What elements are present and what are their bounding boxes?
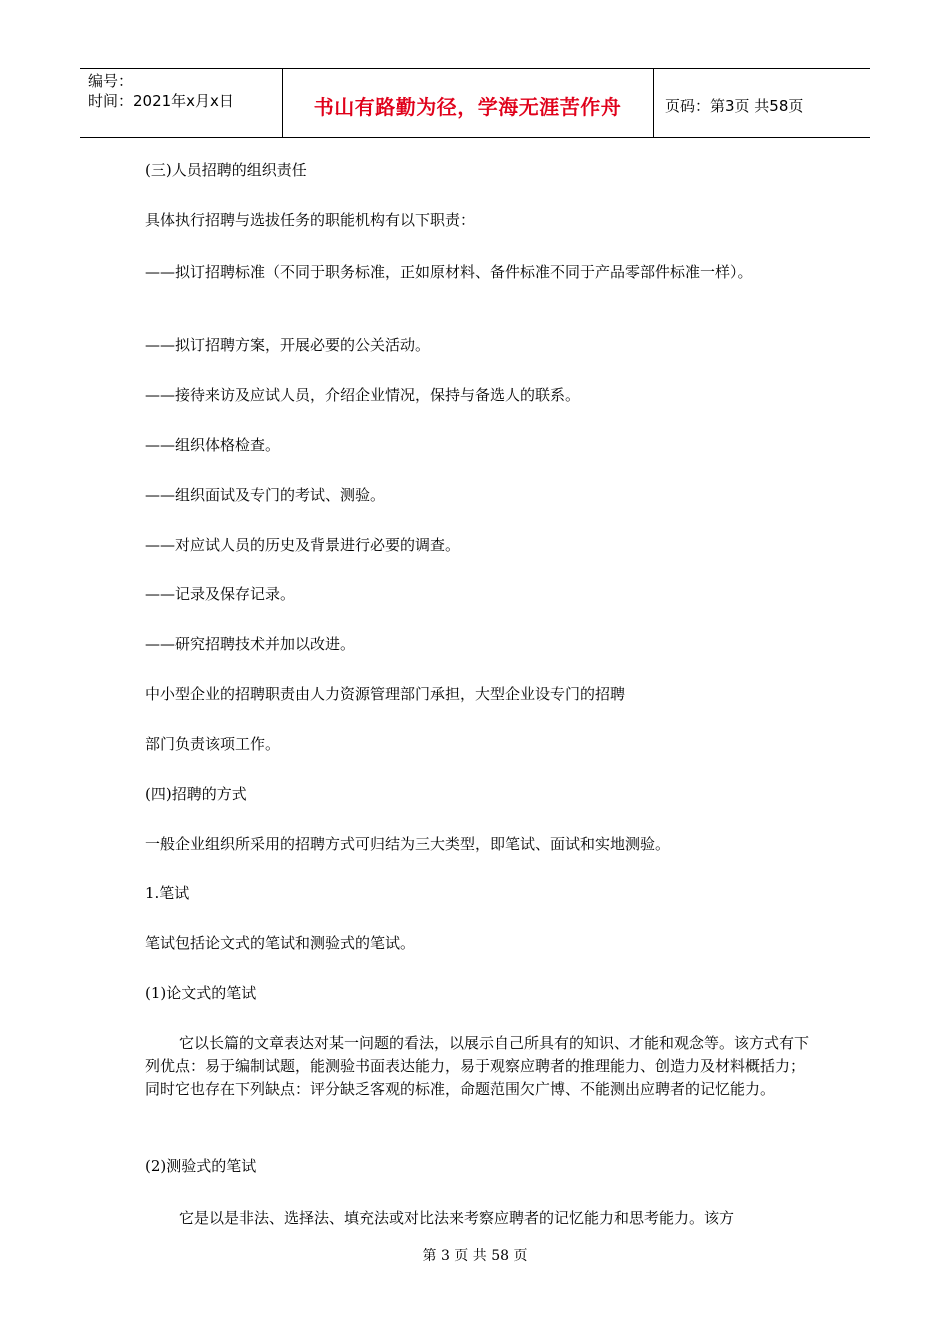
document-header: [80, 68, 870, 138]
subsection-heading: (1)论文式的笔试: [145, 984, 257, 1002]
header-page-info: 页码：第3页 共58页: [665, 97, 804, 115]
list-item: ——组织面试及专门的考试、测验。: [145, 486, 386, 504]
list-item: ——接待来访及应试人员，介绍企业情况，保持与备选人的联系。: [145, 386, 581, 404]
header-motto: 书山有路勤为径，学海无涯苦作舟: [313, 95, 622, 119]
list-item: ——对应试人员的历史及背景进行必要的调查。: [145, 536, 461, 554]
paragraph: 笔试包括论文式的笔试和测验式的笔试。: [145, 934, 416, 952]
section-heading: (三)人员招聘的组织责任: [145, 161, 307, 179]
list-item: ——记录及保存记录。: [145, 585, 296, 603]
paragraph: 它是以是非法、选择法、填充法或对比法来考察应聘者的记忆能力和思考能力。该方: [179, 1209, 735, 1227]
section-heading: (四)招聘的方式: [145, 785, 247, 803]
header-meta: [88, 71, 234, 111]
page-footer: 第 3 页 共 58 页: [422, 1248, 528, 1264]
paragraph: 具体执行招聘与选拔任务的职能机构有以下职责：: [145, 211, 476, 229]
subsection-heading: 1.笔试: [145, 884, 190, 902]
list-item: ——研究招聘技术并加以改进。: [145, 635, 356, 653]
paragraph: 中小型企业的招聘职责由人力资源管理部门承担，大型企业设专门的招聘: [145, 685, 626, 703]
subsection-heading: (2)测验式的笔试: [145, 1157, 257, 1175]
paragraph: 它以长篇的文章表达对某一问题的看法，以展示自己所具有的知识、才能和观念等。该方式有下列优点：易于编制试题，能测验书面表达能力，易于观察应聘者的推理能力、创造力及材料概括力；同时它也存在下列缺点：评分缺乏客观的标准，命题范围欠广博、不能测出应聘者的记忆能力。: [145, 1034, 810, 1098]
document-number-label: 编号：: [88, 72, 134, 90]
document-date: 时间：2021年x月x日: [88, 92, 234, 110]
list-item: ——拟订招聘方案，开展必要的公关活动。: [145, 336, 431, 354]
list-item: ——拟订招聘标准（不同于职务标准，正如原材料、备件标准不同于产品零部件标准一样）。: [145, 263, 753, 281]
paragraph: 一般企业组织所采用的招聘方式可归结为三大类型，即笔试、面试和实地测验。: [145, 835, 671, 853]
header-divider: [653, 69, 654, 137]
list-item: ——组织体格检查。: [145, 436, 281, 454]
paragraph: 部门负责该项工作。: [145, 735, 281, 753]
